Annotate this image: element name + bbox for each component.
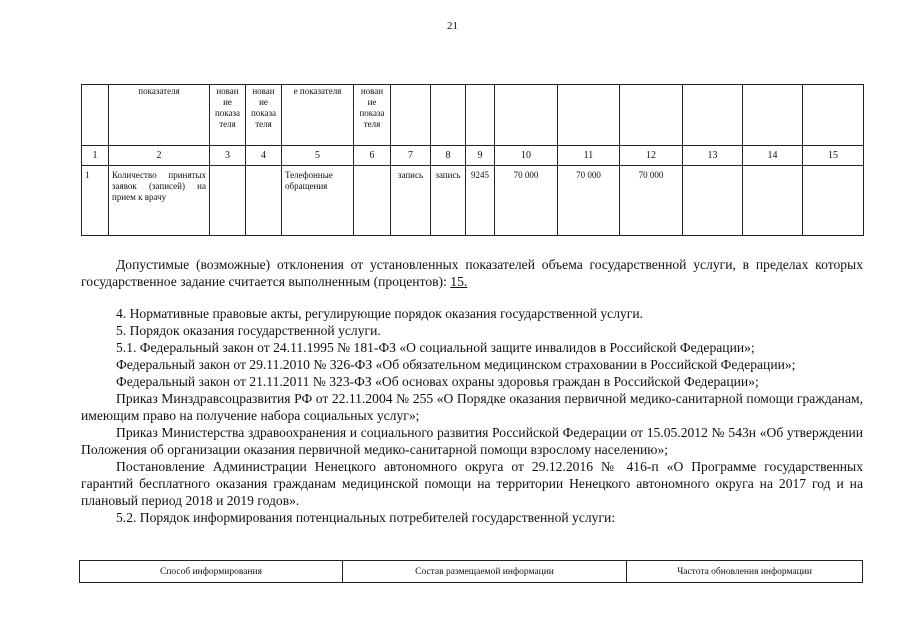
order-543-paragraph: Приказ Министерства здравоохранения и социального развития Российской Федерации от 15.05.2012 № 543н «Об утверждении Положения об организации оказания первичной медико-санитарной помощи взрослому населению»; [81, 425, 863, 457]
column-number: 6 [354, 146, 391, 166]
section-4-heading: 4. Нормативные правовые акты, регулирующие порядок оказания государственной услуги. [116, 306, 644, 321]
header-cell [743, 85, 803, 146]
row-cell: 9245 [466, 166, 495, 236]
deviation-value: 15. [450, 274, 468, 289]
section-5-heading: 5. Порядок оказания государственной услуги. [116, 323, 381, 338]
column-number: 1 [82, 146, 109, 166]
header-cell: е показателя [282, 85, 354, 146]
information-table [79, 560, 863, 583]
header-cell: нован ие показа теля [210, 85, 246, 146]
header-cell [558, 85, 620, 146]
column-number: 2 [109, 146, 210, 166]
row-cell [743, 166, 803, 236]
table-header-row [82, 85, 864, 146]
column-number: 12 [620, 146, 683, 166]
order-255-paragraph: Приказ Минздравсоцразвития РФ от 22.11.2004 № 255 «О Порядке оказания первичной медико-санитарной помощи гражданам, имеющим право на получение набора социальных услуг»; [81, 391, 863, 423]
header-cell: показателя [109, 85, 210, 146]
column-number: 4 [246, 146, 282, 166]
header-cell [431, 85, 466, 146]
legal-acts-section [81, 305, 863, 526]
row-cell: Количество принятых заявок (записей) на прием к врачу [109, 166, 210, 236]
column-number: 8 [431, 146, 466, 166]
row-cell [683, 166, 743, 236]
row-cell [210, 166, 246, 236]
header-cell [466, 85, 495, 146]
header-cell: нован ие показа теля [246, 85, 282, 146]
column-number: 10 [495, 146, 558, 166]
row-cell: запись [391, 166, 431, 236]
information-table-header [80, 561, 863, 583]
header-cell: Способ информирования [80, 561, 343, 583]
header-cell [620, 85, 683, 146]
column-number-row [82, 146, 864, 166]
row-cell [354, 166, 391, 236]
row-cell: 70 000 [558, 166, 620, 236]
table-row [82, 166, 864, 236]
column-number: 7 [391, 146, 431, 166]
page-number: 21 [447, 20, 458, 32]
row-cell: 70 000 [495, 166, 558, 236]
decree-416-paragraph: Постановление Администрации Ненецкого автономного округа от 29.12.2016 № 416-п «О Программе государственных гарантий бесплатного оказания гражданам медицинской помощи на территории Ненецкого автономного округа на 2017 год и на плановый период 2018 и 2019 годов». [81, 459, 863, 508]
column-number: 11 [558, 146, 620, 166]
header-cell: Состав размещаемой информации [343, 561, 627, 583]
column-number: 5 [282, 146, 354, 166]
law-323-paragraph: Федеральный закон от 21.11.2011 № 323-ФЗ «Об основах охраны здоровья граждан в Российской Федерации»; [116, 374, 759, 389]
column-number: 9 [466, 146, 495, 166]
header-cell [495, 85, 558, 146]
indicators-table [81, 84, 864, 236]
row-cell: Телефонные обращения [282, 166, 354, 236]
column-number: 13 [683, 146, 743, 166]
row-cell [803, 166, 864, 236]
header-cell [683, 85, 743, 146]
column-number: 15 [803, 146, 864, 166]
row-cell: 1 [82, 166, 109, 236]
column-number: 14 [743, 146, 803, 166]
row-cell: 70 000 [620, 166, 683, 236]
deviation-paragraph [81, 256, 863, 290]
column-number: 3 [210, 146, 246, 166]
header-cell [803, 85, 864, 146]
section-5-1-law-181: 5.1. Федеральный закон от 24.11.1995 № 181-ФЗ «О социальной защите инвалидов в Российской Федерации»; [116, 340, 755, 355]
header-cell [82, 85, 109, 146]
header-cell [391, 85, 431, 146]
row-cell: запись [431, 166, 466, 236]
section-5-2-heading: 5.2. Порядок информирования потенциальных потребителей государственной услуги: [116, 510, 616, 525]
header-cell: нован ие показа теля [354, 85, 391, 146]
law-326-paragraph: Федеральный закон от 29.11.2010 № 326-ФЗ «Об обязательном медицинском страховании в Российской Федерации»; [116, 357, 796, 372]
row-cell [246, 166, 282, 236]
deviation-text: Допустимые (возможные) отклонения от установленных показателей объема государственной услуги, в пределах которых государственное задание считается выполненным (процентов): [81, 257, 863, 289]
header-cell: Частота обновления информации [627, 561, 863, 583]
